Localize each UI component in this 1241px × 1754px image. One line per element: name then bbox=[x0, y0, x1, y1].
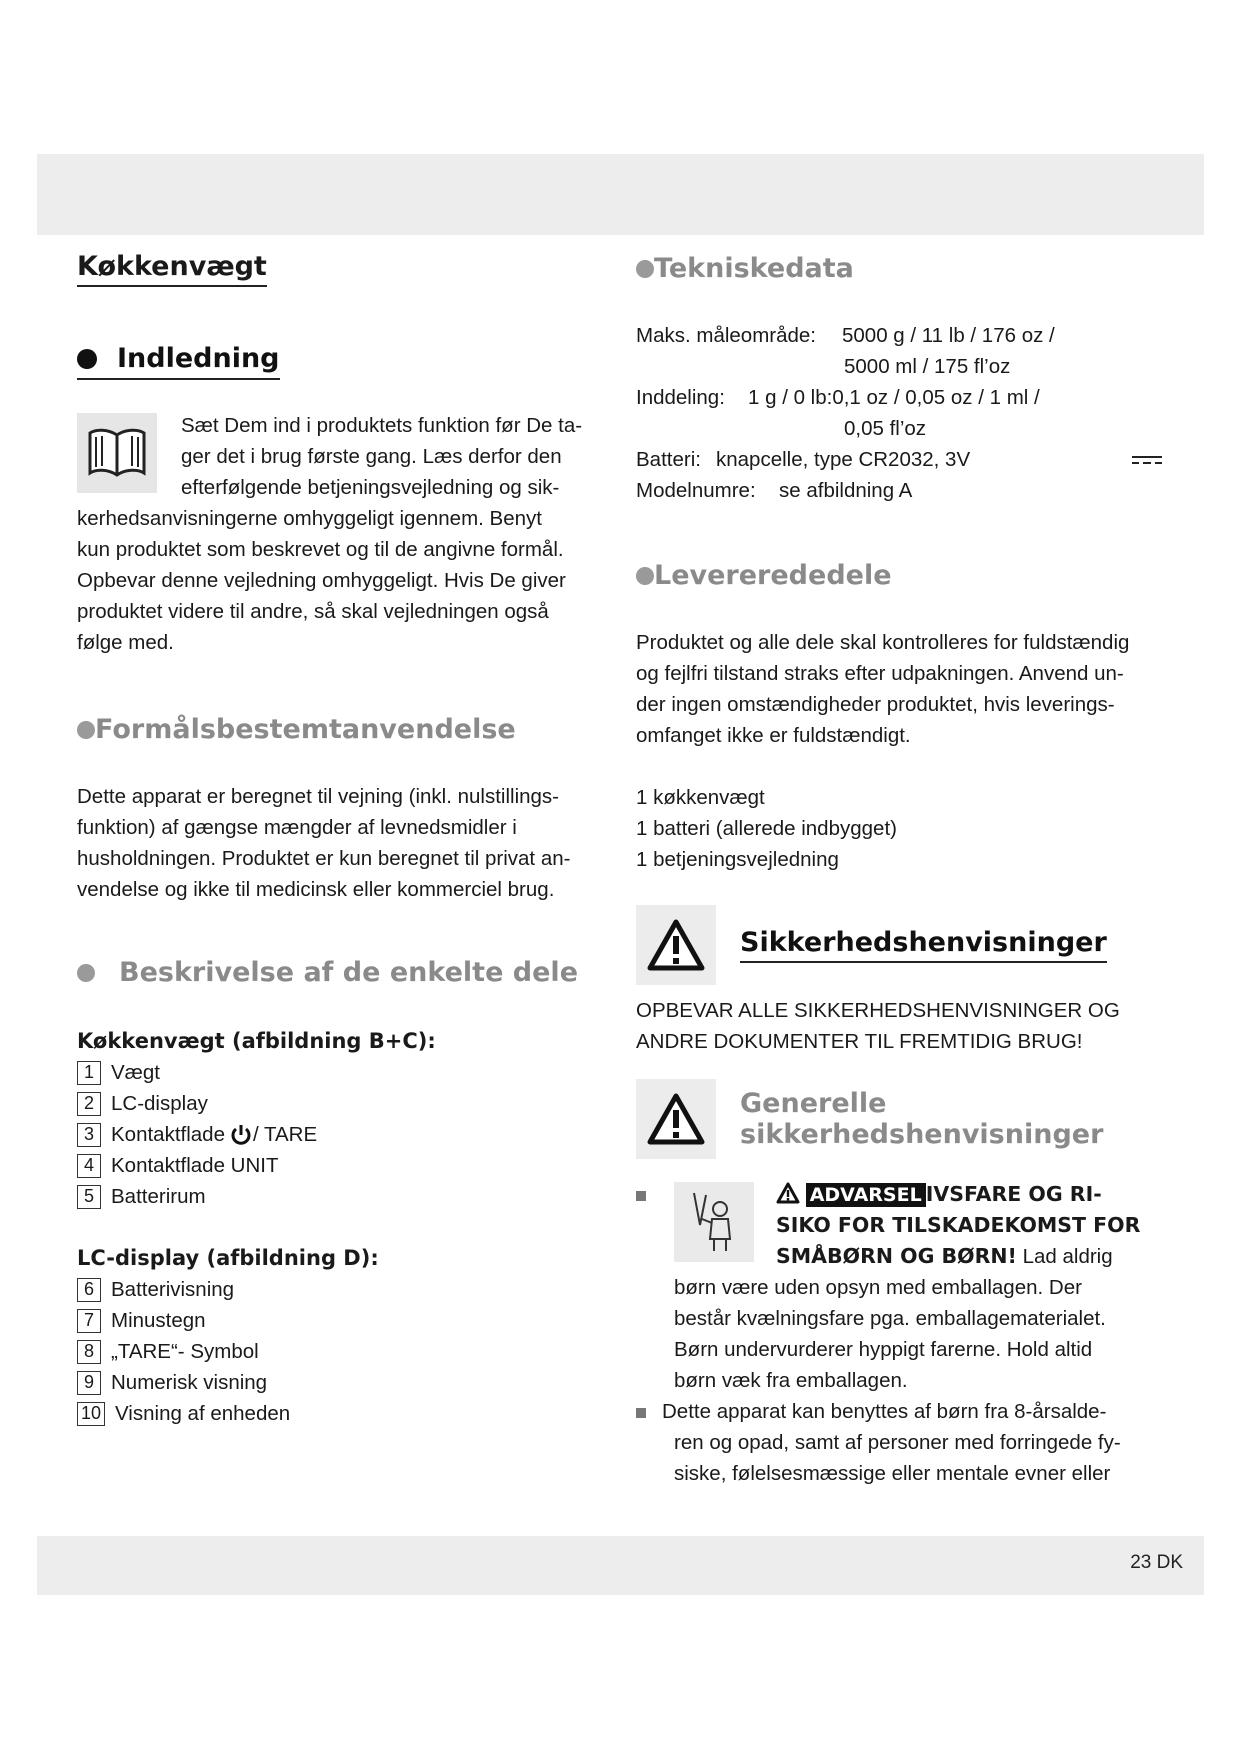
item-number: 9 bbox=[77, 1371, 101, 1395]
purpose-line: vendelse og ikke til medicinsk eller kommerciel brug. bbox=[77, 878, 555, 901]
item-label: Kontaktflade UNIT bbox=[111, 1153, 279, 1177]
display-parts-heading: LC-display (afbildning D): bbox=[77, 1246, 379, 1270]
intro-line: Sæt Dem ind i produktets funktion før De ta- bbox=[181, 414, 583, 437]
spec-label: Modelnumre: bbox=[636, 479, 756, 502]
spec-row bbox=[636, 351, 1166, 382]
delivery-line: Produktet og alle dele skal kontrolleres for fuldstændig bbox=[636, 631, 1130, 654]
warning-line: Børn undervurderer hyppigt farerne. Hold altid bbox=[674, 1338, 1093, 1361]
tech-heading bbox=[636, 253, 1166, 284]
scale-parts-list bbox=[77, 1057, 612, 1212]
intro-line: ger det i brug første gang. Læs derfor den bbox=[181, 445, 562, 468]
child-packaging-icon bbox=[674, 1182, 754, 1262]
intro-line: efterfølgende betjeningsvejledning og sik- bbox=[181, 476, 560, 499]
spec-value: 0,05 fl’oz bbox=[844, 417, 927, 440]
spec-label: Batteri: bbox=[636, 448, 701, 471]
item-label: Batterivisning bbox=[111, 1277, 235, 1301]
item-label: Visning af enheden bbox=[115, 1401, 291, 1425]
intro-block bbox=[77, 410, 612, 658]
spec-row bbox=[636, 444, 1166, 475]
delivery-heading-text: Levererededele bbox=[654, 560, 892, 591]
spec-label: Maks. måleområde: bbox=[636, 324, 817, 347]
warning-triangle-icon bbox=[636, 1079, 716, 1159]
right-column bbox=[636, 245, 1166, 1489]
tech-heading-text: Tekniskedata bbox=[654, 253, 854, 284]
spec-row bbox=[636, 413, 1166, 444]
item-label: Minustegn bbox=[111, 1308, 206, 1332]
intro-heading-text: Indledning bbox=[117, 343, 280, 374]
warning-bullet bbox=[636, 1396, 1166, 1489]
intro-line: kerhedsanvisningerne omhyggeligt igennem. Benyt bbox=[77, 507, 542, 530]
item-label: „TARE“- Symbol bbox=[111, 1339, 259, 1363]
purpose-line: funktion) af gængse mængder af levnedsmidler i bbox=[77, 816, 517, 839]
left-column bbox=[77, 245, 612, 1429]
purpose-line: husholdningen. Produktet er kun beregnet til privat an- bbox=[77, 847, 571, 870]
list-item: 1 betjeningsvejledning bbox=[636, 848, 839, 871]
list-item bbox=[77, 1181, 612, 1212]
bullet-line: ren og opad, samt af personer med forringede fy- bbox=[674, 1431, 1121, 1454]
item-number: 4 bbox=[77, 1154, 101, 1178]
delivery-line: og fejlfri tilstand straks efter udpakningen. Anvend un- bbox=[636, 662, 1124, 685]
list-item bbox=[77, 1150, 612, 1181]
bullet-dot-icon bbox=[636, 567, 654, 585]
item-label-suffix: / TARE bbox=[252, 1122, 318, 1146]
square-bullet-icon bbox=[636, 1408, 646, 1418]
spec-row bbox=[636, 320, 1166, 351]
bullet-dot-icon bbox=[77, 721, 95, 739]
delivery-line: omfanget ikke er fuldstændigt. bbox=[636, 724, 911, 747]
spec-label: Inddeling: bbox=[636, 386, 725, 409]
bullet-line: Dette apparat kan benyttes af børn fra 8-årsalde- bbox=[662, 1400, 1107, 1423]
item-number: 7 bbox=[77, 1309, 101, 1333]
delivery-heading bbox=[636, 560, 1166, 591]
item-label: Numerisk visning bbox=[111, 1370, 268, 1394]
warning-badge: ADVARSEL bbox=[806, 1183, 926, 1207]
delivery-items bbox=[636, 782, 1166, 875]
scale-parts-heading: Køkkenvægt (afbildning B+C): bbox=[77, 1029, 436, 1053]
list-item: 1 køkkenvægt bbox=[636, 786, 765, 809]
page-title: Køkkenvægt bbox=[77, 251, 267, 287]
spec-value: knapcelle, type CR2032, 3V bbox=[716, 448, 971, 471]
delivery-text bbox=[636, 627, 1166, 751]
list-item bbox=[77, 1119, 612, 1150]
list-item bbox=[77, 1398, 612, 1429]
warning-line: børn være uden opsyn med emballagen. Der bbox=[674, 1276, 1082, 1299]
intro-line: Opbevar denne vejledning omhyggeligt. Hvis De giver bbox=[77, 569, 566, 592]
warning-bold-text: IVSFARE OG RI- bbox=[925, 1182, 1102, 1206]
item-number: 10 bbox=[77, 1402, 105, 1426]
item-label: Vægt bbox=[111, 1060, 160, 1084]
delivery-line: der ingen omstændigheder produktet, hvis leverings- bbox=[636, 693, 1115, 716]
item-number: 6 bbox=[77, 1278, 101, 1302]
item-number: 8 bbox=[77, 1340, 101, 1364]
list-item bbox=[77, 1057, 612, 1088]
spec-value: 1 g / 0 lb:0,1 oz / 0,05 oz / 1 ml / bbox=[748, 386, 1040, 409]
list-item: 1 batteri (allerede indbygget) bbox=[636, 817, 897, 840]
warning-text: Lad aldrig bbox=[1016, 1245, 1113, 1268]
safety-heading-text: Sikkerhedshenvisninger bbox=[740, 927, 1107, 963]
caps-line: OPBEVAR ALLE SIKKERHEDSHENVISNINGER OG bbox=[636, 999, 1120, 1022]
manual-book-icon bbox=[77, 413, 157, 493]
spec-value: 5000 ml / 175 fl’oz bbox=[844, 355, 1011, 378]
bullet-dot-icon bbox=[77, 964, 95, 982]
warning-bold-text: SMÅBØRN OG BØRN! bbox=[776, 1244, 1017, 1268]
caps-line: ANDRE DOKUMENTER TIL FREMTIDIG BRUG! bbox=[636, 1030, 1083, 1053]
general-heading-line: Generelle bbox=[740, 1088, 887, 1119]
safety-heading bbox=[636, 905, 1166, 985]
item-label: LC-display bbox=[111, 1091, 208, 1115]
spec-row bbox=[636, 475, 1166, 506]
power-icon bbox=[229, 1123, 253, 1147]
item-label: Kontaktflade bbox=[111, 1122, 225, 1146]
item-number: 3 bbox=[77, 1123, 101, 1147]
safety-caps-text bbox=[636, 995, 1166, 1057]
list-item bbox=[77, 1367, 612, 1398]
warning-line: børn væk fra emballagen. bbox=[674, 1369, 908, 1392]
intro-line: produktet videre til andre, så skal vejledningen også bbox=[77, 600, 549, 623]
parts-heading-text: Beskrivelse af de enkelte dele bbox=[119, 957, 578, 988]
list-item bbox=[77, 1305, 612, 1336]
spec-value: se afbildning A bbox=[779, 479, 913, 502]
display-parts-list bbox=[77, 1274, 612, 1429]
item-number: 2 bbox=[77, 1092, 101, 1116]
intro-line: kun produktet som beskrevet og til de angivne formål. bbox=[77, 538, 564, 561]
item-number: 5 bbox=[77, 1185, 101, 1209]
general-safety-heading bbox=[636, 1079, 1166, 1159]
warning-bullet bbox=[636, 1179, 1166, 1396]
spec-row bbox=[636, 382, 1166, 413]
list-item bbox=[77, 1274, 612, 1305]
dc-symbol-icon bbox=[1132, 454, 1162, 466]
general-heading-line: sikkerhedshenvisninger bbox=[740, 1119, 1104, 1150]
warning-line: SIKO FOR TILSKADEKOMST FOR bbox=[776, 1213, 1141, 1237]
purpose-text bbox=[77, 781, 612, 905]
warning-small-triangle-icon bbox=[776, 1182, 800, 1204]
purpose-heading bbox=[77, 714, 612, 745]
bullet-dot-icon bbox=[636, 260, 654, 278]
page-number: 23 DK bbox=[1130, 1552, 1183, 1573]
parts-heading bbox=[77, 957, 612, 988]
header-band bbox=[37, 154, 1204, 235]
purpose-heading-text: Formålsbestemtanvendelse bbox=[95, 714, 516, 745]
tech-specs bbox=[636, 320, 1166, 506]
footer-band bbox=[37, 1536, 1204, 1595]
item-label: Batterirum bbox=[111, 1184, 206, 1208]
bullet-dot-icon bbox=[77, 349, 97, 369]
square-bullet-icon bbox=[636, 1191, 646, 1201]
warning-line: består kvælningsfare pga. emballagematerialet. bbox=[674, 1307, 1106, 1330]
general-safety-heading-text bbox=[740, 1088, 1103, 1150]
purpose-line: Dette apparat er beregnet til vejning (inkl. nulstillings- bbox=[77, 785, 560, 808]
spec-value: 5000 g / 11 lb / 176 oz / bbox=[842, 324, 1055, 347]
item-number: 1 bbox=[77, 1061, 101, 1085]
bullet-line: siske, følelsesmæssige eller mentale evner eller bbox=[674, 1462, 1111, 1485]
list-item bbox=[77, 1088, 612, 1119]
list-item bbox=[77, 1336, 612, 1367]
intro-heading bbox=[77, 343, 280, 380]
intro-line: følge med. bbox=[77, 631, 174, 654]
warning-triangle-icon bbox=[636, 905, 716, 985]
